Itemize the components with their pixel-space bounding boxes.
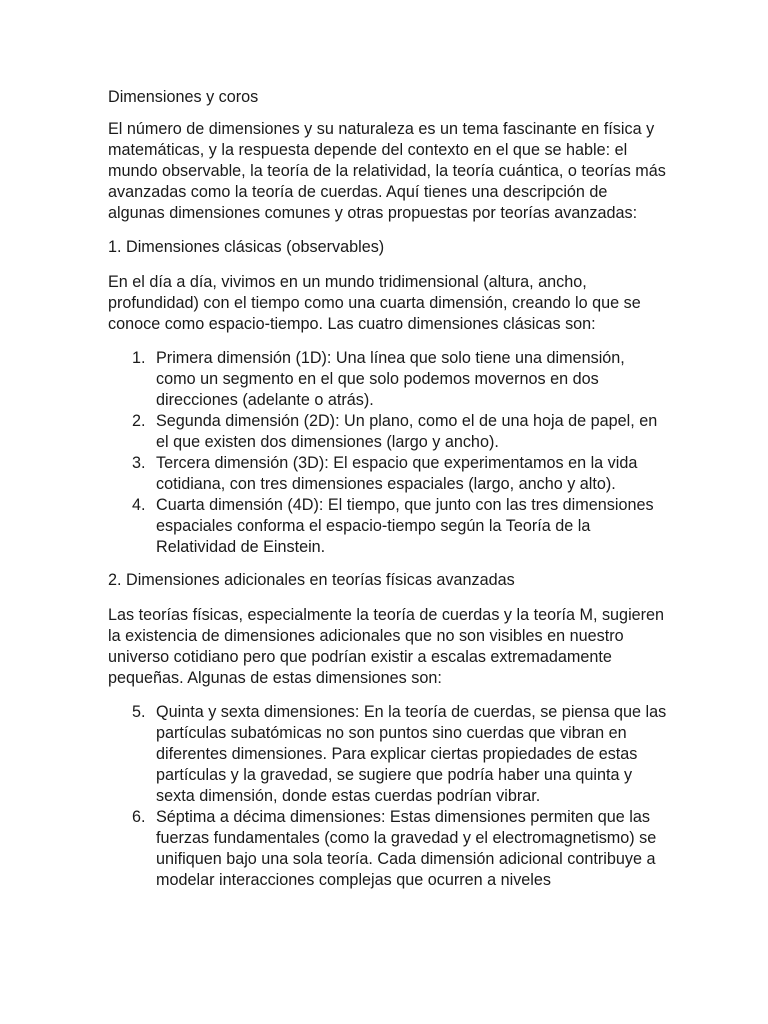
list-item: [108, 807, 668, 891]
list-item-text: Tercera dimensión (3D): El espacio que experimentamos en la vida cotidiana, con tres dimensiones espaciales (largo, ancho y alto).: [156, 454, 638, 493]
list-item-text: Quinta y sexta dimensiones: En la teoría de cuerdas, se piensa que las partículas subatómicas no son puntos sino cuerdas que vibran en diferentes dimensiones. Para explicar ciertas propiedades de estas partículas y la gravedad, se sugiere que podría haber una quinta y sexta dimensión, donde estas cuerdas podrían vibrar.: [156, 703, 667, 805]
section-2-list: [108, 702, 668, 891]
list-item: [108, 348, 668, 411]
list-item-text: Séptima a décima dimensiones: Estas dimensiones permiten que las fuerzas fundamentales (como la gravedad y el electromagnetismo) se unifiquen bajo una sola teoría. Cada dimensión adicional contribuye a modelar interacciones complejas que ocurren a niveles: [156, 808, 657, 889]
list-item-number: 5.: [132, 703, 146, 721]
list-item: [108, 453, 668, 495]
intro-paragraph: El número de dimensiones y su naturaleza es un tema fascinante en física y matemáticas, y la respuesta depende del contexto en el que se hable: el mundo observable, la teoría de la relatividad, la teoría cuántica, o teorías más avanzadas como la teoría de cuerdas. Aquí tienes una descripción de algunas dimensiones comunes y otras propuestas por teorías avanzadas:: [108, 120, 666, 222]
section-1-paragraph: En el día a día, vivimos en un mundo tridimensional (altura, ancho, profundidad) con el tiempo como una cuarta dimensión, creando lo que se conoce como espacio-tiempo. Las cuatro dimensiones clásicas son:: [108, 273, 641, 333]
list-item-text: Primera dimensión (1D): Una línea que solo tiene una dimensión, como un segmento en el que solo podemos movernos en dos direcciones (adelante o atrás).: [156, 349, 625, 409]
section-1-list: [108, 348, 668, 558]
list-item-number: 2.: [132, 412, 146, 430]
list-item-number: 6.: [132, 808, 146, 826]
list-item: [108, 495, 668, 558]
list-item-text: Segunda dimensión (2D): Un plano, como el de una hoja de papel, en el que existen dos dimensiones (largo y ancho).: [156, 412, 658, 451]
list-item-number: 4.: [132, 496, 146, 514]
list-item-number: 3.: [132, 454, 146, 472]
section-2-heading: 2. Dimensiones adicionales en teorías físicas avanzadas: [108, 571, 515, 589]
list-item: [108, 411, 668, 453]
list-item-text: Cuarta dimensión (4D): El tiempo, que junto con las tres dimensiones espaciales conforma el espacio-tiempo según la Teoría de la Relatividad de Einstein.: [156, 496, 654, 556]
document-title: Dimensiones y coros: [108, 88, 259, 106]
list-item: [108, 702, 668, 807]
list-item-number: 1.: [132, 349, 146, 367]
section-1-heading: 1. Dimensiones clásicas (observables): [108, 238, 385, 256]
section-2-paragraph: Las teorías físicas, especialmente la teoría de cuerdas y la teoría M, sugieren la existencia de dimensiones adicionales que no son visibles en nuestro universo cotidiano pero que podrían existir a escalas extremadamente pequeñas. Algunas de estas dimensiones son:: [108, 606, 665, 687]
